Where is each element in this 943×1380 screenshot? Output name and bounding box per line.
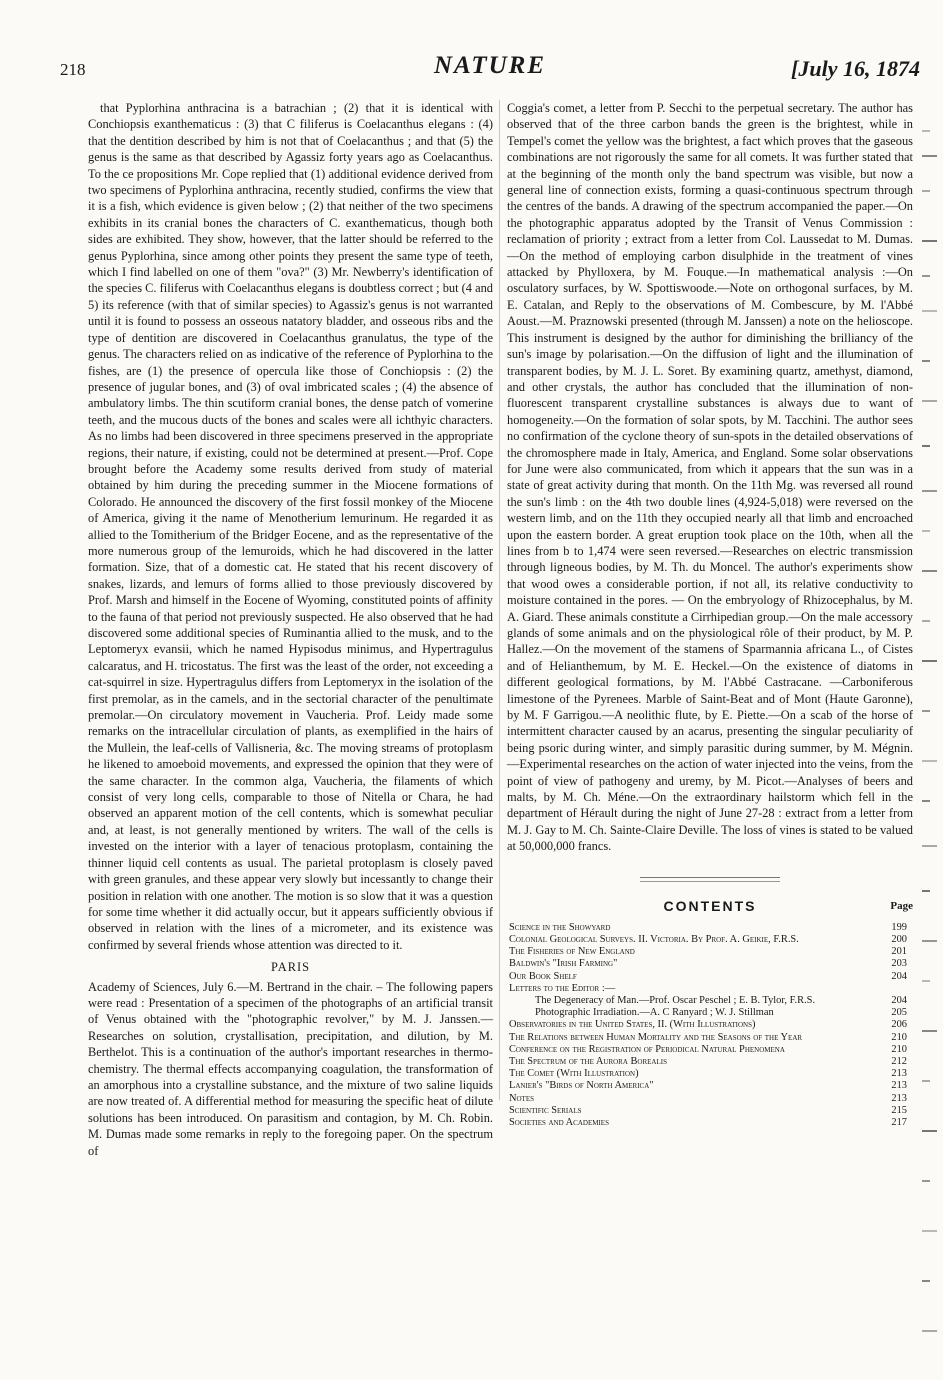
contents-entry-title: The Fisheries of New England: [509, 946, 635, 958]
contents-entry-page: 212: [891, 1055, 907, 1067]
edge-mark: [922, 240, 937, 242]
contents-entry: [509, 1044, 913, 1056]
contents-entry-title: Societies and Academies: [509, 1116, 609, 1128]
contents-entry-title: Photographic Irradiation.—A. C Ranyard ; W. J. Stillman: [535, 1007, 774, 1019]
edge-mark: [922, 1130, 937, 1132]
contents-entry-title: The Spectrum of the Aurora Borealis: [509, 1055, 667, 1067]
right-column: [507, 100, 913, 1129]
section-rule: [640, 877, 780, 882]
edge-mark: [922, 940, 937, 942]
edge-mark: [922, 155, 937, 157]
bleed-through-edge: [918, 100, 943, 1360]
edge-mark: [922, 400, 937, 402]
contents-entry: [509, 1093, 913, 1105]
contents-entry: [509, 1007, 913, 1019]
contents-list: [507, 922, 913, 1129]
contents-entry-page: 217: [891, 1116, 907, 1128]
contents-entry-page: 213: [891, 1092, 907, 1104]
contents-entry: [509, 946, 913, 958]
contents-page-label: Page: [890, 899, 913, 912]
edge-mark: [922, 890, 930, 892]
contents-entry: [509, 1105, 913, 1117]
contents-entry: [509, 922, 913, 934]
left-paragraph-2: Academy of Sciences, July 6.—M. Bertrand in the chair. – The following papers were read : Presentation of a specimen of the photographs of an artificial transit of Venus obtained with the "photographic revolver," by M. J. Janssen.—Researches on solution, crystallisation, precipitation, and dilution, by M. Berthelot. This is a continuation of the author's important researches in thermo-chemistry. The thermal effects accompanying coagulation, the transformation of an amorphous into a crystalline substance, and the mixture of two saline liquids are now treated of. A differential method for measuring the specific heat of dilute solutions has been introduced. On parasitism and contagion, by M. Ch. Robin. M. Dumas made some remarks in reply to the foregoing paper. On the spectrum of: [88, 979, 493, 1158]
edge-mark: [922, 360, 930, 362]
page-number: 218: [60, 60, 86, 79]
edge-mark: [922, 570, 937, 572]
contents-entry: [509, 1032, 913, 1044]
page-header: [60, 50, 920, 90]
left-column: [88, 100, 493, 1159]
edge-mark: [922, 310, 937, 312]
edge-mark: [922, 710, 930, 712]
contents-entry-page: 205: [891, 1007, 907, 1019]
left-paragraph-1: that Pyplorhina anthracina is a batrachian ; (2) that it is identical with Conchiopsis exanthematicus : (3) that C filiferus is Coelacanthus elegans : (4) that the dentition described by him is not that of Coelacanthus ; and that (5) the genus is the same as that described by Agassiz forty years ago as Coelacanthus. To the ce propositions Mr. Cope replied that (1) additional evidence derived from two specimens of Pyplorhina anthracina, recently studied, confirms the view that it is a fish, which evidence is given below ; (2) that neither of the two specimens exhibits in its cranial bones the characters of C. exanthematicus, though both sides are exhibited. They show, however, that the latter should be referred to the genus Pyplorhina, since among other points they present the same type of teeth, which I find labelled on one of them "ova?" (3) Mr. Newberry's identification of the species C. filiferus with Coelacanthus elegans is doubtless correct ; but (4 and 5) its reference (with that of similar species) to Agassiz's genus is not warranted until it is found to possess an osseous natatory bladder, and osseous ribs and the type of dentition are discovered in Coelacanthus granulatus, the type of the genus. The characters relied on as indicative of the reference of Pyplorhina to the fishes, are (1) the presence of opercula like those of Conchiopsis : (2) the presence of jugular bones, and (3) of oval imbricated scales ; (4) the absence of ambulatory limbs. The thin scutiform cranial bones, the dense patch of vomerine teeth, and the mucous ducts of the bones and scales were all ichthyic characters. As no limbs had been discovered in three specimens preserved in the appropriate regions, their nature, if existing, could not be determined at present.—Prof. Cope brought before the Academy some results derived from study of material obtained by him during the preceding summer in the Miocene formations of Colorado. He announced the discovery of the first fossil monkey of the Miocene of America, giving it the name of Menotherium lemurinum. He regarded it as allied to the Tomitherium of the Bridger Eocene, and as the representative of the more numerous group of the lemuroids, which he had discovered in the latter formation. Size, that of a domestic cat. He stated that his recent discovery of snakes, lizards, and lemurs of forms allied to those previously discovered by Prof. Marsh and himself in the Eocene of Wyoming, constituted points of affinity to the fauna of that period not previously suspected. He also observed that he had discovered some additional species of Ruminantia allied to the musk, and to the Leptomeryx evansii, which he named Hypisodus minimus, and Hypertragulus calcaratus, and H. tricostatus. The first was the least of the order, not exceeding a cat-squirrel in size. Hypertragulus differs from Leptomeryx in the isolation of the first premolar, as in the camels, and in the sectorial character of the penultimate premolar.—On circulatory movement in Vaucheria. Prof. Leidy made some remarks on the intracellular circulation of plants, as exemplified in the hairs of the Mullein, the leaf-cells of Vallisneria, &c. The moving streams of protoplasm he likened to amoeboid movements, and expressed the opinion that they were of the same character. In the common alga, Vaucheria, the filaments of which consist of very long cells, comparable to those of Nitella or Chara, he had observed an apparent motion of the cell contents, which is somewhat peculiar and, at least, is not generally mentioned by writers. The wall of the cells is invested on the interior with a layer of tenacious protoplasm, containing the thinner liquid cell contents as usual. The parietal protoplasm is closely paved with green granules, and these appear very slowly but incessantly to change their position in relation with one another. The motion is so slow that it was a question for some time whether it did actually occur, but it appears sufficiently obvious if observed in relation with the lines of a micrometer, and its existence was confirmed by several friends whose attention was directed to it.: [88, 101, 493, 952]
contents-entry-title: Letters to the Editor :—: [509, 982, 616, 994]
edge-mark: [922, 660, 937, 662]
contents-header: [507, 896, 913, 918]
contents-entry-page: 210: [891, 1043, 907, 1055]
contents-entry-title: Conference on the Registration of Periodical Natural Phenomena: [509, 1043, 785, 1055]
contents-entry: [509, 934, 913, 946]
contents-entry: [509, 1117, 913, 1129]
edge-mark: [922, 1230, 937, 1232]
contents-entry-page: 215: [891, 1104, 907, 1116]
contents-entry-title: Our Book Shelf: [509, 970, 577, 982]
edge-mark: [922, 1030, 937, 1032]
contents-entry-title: Science in the Showyard: [509, 921, 611, 933]
edge-mark: [922, 1280, 930, 1282]
contents-entry-title: Observatories in the United States, II. (With Illustrations): [509, 1019, 756, 1031]
section-heading-paris: PARIS: [271, 960, 310, 975]
column-divider: [499, 100, 500, 1100]
issue-date: [July 16, 1874: [791, 56, 920, 81]
contents-entry-title: Colonial Geological Surveys. II. Victoria. By Prof. A. Geikie, F.R.S.: [509, 933, 799, 945]
contents-entry-title: The Comet (With Illustration): [509, 1068, 639, 1080]
edge-mark: [922, 1180, 930, 1182]
contents-entry-page: 204: [891, 994, 907, 1006]
contents-entry-title: Baldwin's "Irish Farming": [509, 958, 618, 970]
edge-mark: [922, 1080, 930, 1082]
contents-entry: [509, 995, 913, 1007]
contents-entry-page: 199: [891, 921, 907, 933]
contents-entry-title: Notes: [509, 1092, 535, 1104]
edge-mark: [922, 845, 937, 847]
contents-entry: [509, 1019, 913, 1031]
contents-entry: [509, 983, 913, 995]
contents-entry-title: The Relations between Human Mortality and the Seasons of the Year: [509, 1031, 803, 1043]
contents-entry-title: The Degeneracy of Man.—Prof. Oscar Peschel ; E. B. Tylor, F.R.S.: [535, 994, 816, 1006]
edge-mark: [922, 530, 930, 532]
edge-mark: [922, 1330, 937, 1332]
edge-mark: [922, 760, 937, 762]
contents-entry-page: 204: [891, 970, 907, 982]
edge-mark: [922, 190, 930, 192]
contents-entry-page: 203: [891, 958, 907, 970]
contents-entry-title: Scientific Serials: [509, 1104, 582, 1116]
contents-entry-page: 201: [891, 946, 907, 958]
right-paragraph-1: Coggia's comet, a letter from P. Secchi to the perpetual secretary. The author has observed that of the three carbon bands the green is the brightest, while in Tempel's comet the yellow was the brightest, a fact which proves that the gaseous combinations are not rigorously the same for all comets. It was further stated that at the beginning of the month only the band spectrum was visible, but now a general line of connection exists, forming a quasi-continuous spectrum through the centres of the bands. A drawing of the spectrum accompanied the paper.—On the photographic apparatus adopted by the Transit of Venus Commission : reclamation of priority ; extract from a letter from Col. Laussedat to M. Dumas.—On the method of employing carbon disulphide in the treatment of vines attacked by Phylloxera, by M. Fouque.—In mathematical analysis :—On osculatory surfaces, by W. Spottiswoode.—Note on orthogonal surfaces, by M. E. Catalan, and Reply to the observations of M. Combescure, by M. l'Abbé Aoust.—M. Praznowski presented (through M. Janssen) a note on the helioscope. This instrument is designed by the author for diminishing the brilliancy of the sun's image by polarisation.—On the diffusion of light and the illumination of transparent bodies, by M. J. L. Soret. By examining quartz, amethyst, diamond, and other crystals, the author has concluded that the illumination of non-fluorescent transparent crystalline substances is always due to want of homogeneity.—On the formation of solar spots, by M. Tacchini. The author sees no confirmation of the cyclone theory of sun-spots in the detailed observations of the chromosphere made in Italy, America, and England. Some solar observations for June were also communicated, from which it appears that the sun was in a state of great activity during that month. On the 11th Mg. was reversed all round the sun's limb : on the 4th two double lines (4,924-5,018) were reversed on the western limb, and on the 11th they occupied nearly all that limb and encroached upon the eastern border. A great eruption took place on the 10th, when all the lines from b to 1,474 were seen reversed.—Researches on electric transmission through ligneous bodies, by M. Th. du Moncel. The author's experiments show that wood owes a considerable portion, if not all, its relative conductivity to moisture contained in the pores. — On the embryology of Rhizocephalus, by M. A. Giard. These animals constitute a Cirrhipedian group.—On the male accessory glands of some animals and on the physiological rôle of their product, by M. P. Hallez.—On the movement of the stamens of Sparmannia africana L., of Cistes and of Helianthemum, by M. E. Heckel.—On the existence of diatoms in different geological formations, by M. l'Abbé Castracane. —Carboniferous limestone of the Pyrenees. Marble of Saint-Beat and of Mont (Haute Garonne), by M. F Garrigou.—A neolithic flute, by E. Piette.—On a scab of the horse of intermittent character caused by an acarus, presenting the singular peculiarity of being psoric during winter, and simply parasitic during summer, by M. Mégnin.—Experimental researches on the action of water injected into the veins, from the point of view of pathogeny and uremy, by M. Picot.—Analyses of beers and malts, by M. Ch. Méne.—On the extraordinary hailstorm which fell in the department of Hérault during the night of June 27-28 : extract from a letter from M. J. Gay to M. Ch. Sainte-Claire Deville. The loss of vines is stated to be valued at 50,000,000 francs.: [507, 101, 913, 854]
edge-mark: [922, 980, 930, 982]
contents-title: CONTENTS: [663, 897, 757, 914]
edge-mark: [922, 275, 930, 277]
contents-entry-page: 210: [891, 1031, 907, 1043]
contents-entry: [509, 971, 913, 983]
edge-mark: [922, 445, 930, 447]
edge-mark: [922, 130, 930, 132]
contents-entry: [509, 1068, 913, 1080]
contents-entry-page: 206: [891, 1019, 907, 1031]
journal-title: NATURE: [433, 52, 547, 79]
contents-entry: [509, 1080, 913, 1092]
contents-entry: [509, 1056, 913, 1068]
edge-mark: [922, 800, 930, 802]
contents-entry: [509, 958, 913, 970]
contents-entry-page: 213: [891, 1080, 907, 1092]
contents-entry-title: Lanier's "Birds of North America": [509, 1080, 654, 1092]
contents-entry-page: 213: [891, 1068, 907, 1080]
edge-mark: [922, 620, 930, 622]
contents-entry-page: 200: [891, 933, 907, 945]
edge-mark: [922, 490, 937, 492]
